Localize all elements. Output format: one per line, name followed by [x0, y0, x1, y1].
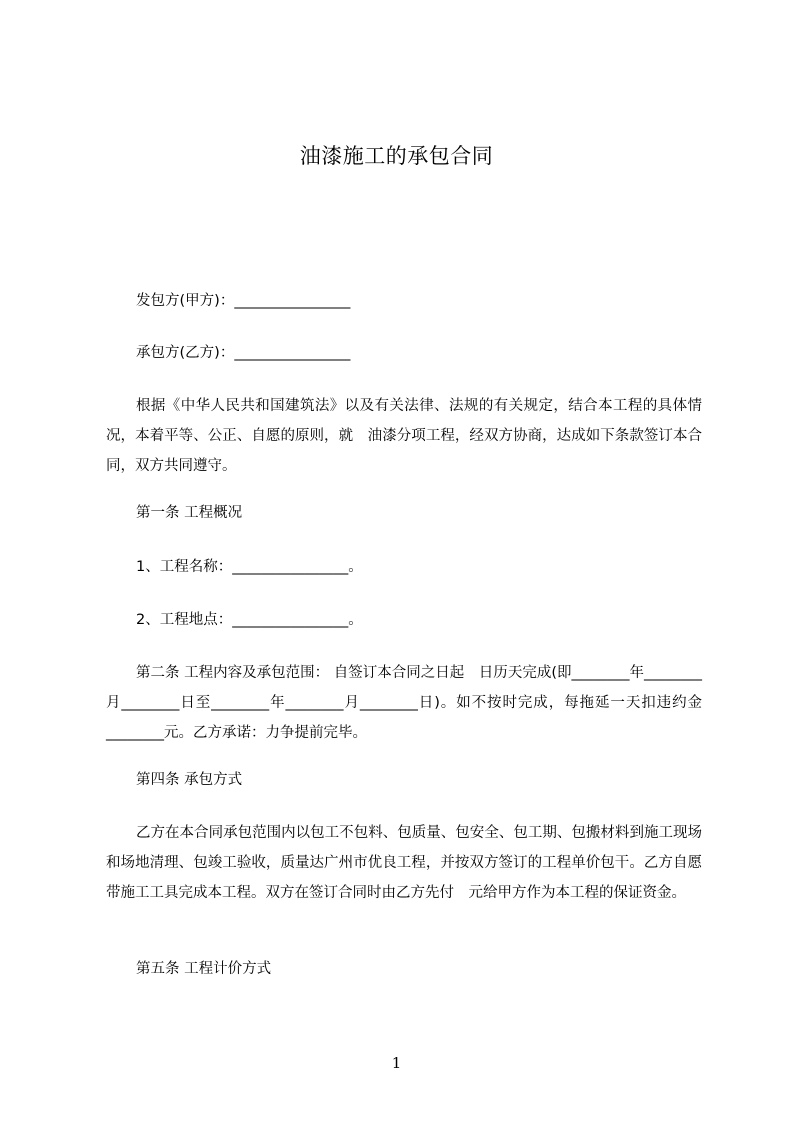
article1-item-project-name: 1、工程名称：________________。	[136, 559, 363, 575]
document-title: 油漆施工的承包合同	[299, 144, 494, 168]
article5-heading: 第五条 工程计价方式	[136, 961, 272, 977]
article4-paragraph: 乙方在本合同承包范围内以包工不包料、包质量、包安全、包工期、包搬材料到施工现场和场地清理、包竣工验收，质量达广州市优良工程，并按双方签订的工程单价包干。乙方自愿带施工工具完成本工程。双方在签订合同时由乙方先付 元给甲方作为本工程的保证资金。	[106, 825, 702, 901]
article1-heading: 第一条 工程概况	[136, 505, 243, 521]
page-number: 1	[391, 1054, 402, 1072]
article4-heading: 第四条 承包方式	[136, 772, 243, 788]
party-a-line: 发包方(甲方)：________________	[136, 293, 351, 309]
article2-paragraph: 第二条 工程内容及承包范围： 自签订本合同之日起 日历天完成(即________年________月________日至________年________月________日)。如不按时完成，每拖延一天扣违约金________元。乙方承诺：力争提前完毕。	[106, 665, 702, 741]
article1-item-project-location: 2、工程地点：________________。	[136, 612, 363, 628]
preamble-paragraph: 根据《中华人民共和国建筑法》以及有关法律、法规的有关规定，结合本工程的具体情况，本着平等、公正、自愿的原则，就 油漆分项工程，经双方协商，达成如下条款签订本合同，双方共同遵守。	[106, 398, 702, 474]
party-b-line: 承包方(乙方)：________________	[136, 345, 351, 361]
